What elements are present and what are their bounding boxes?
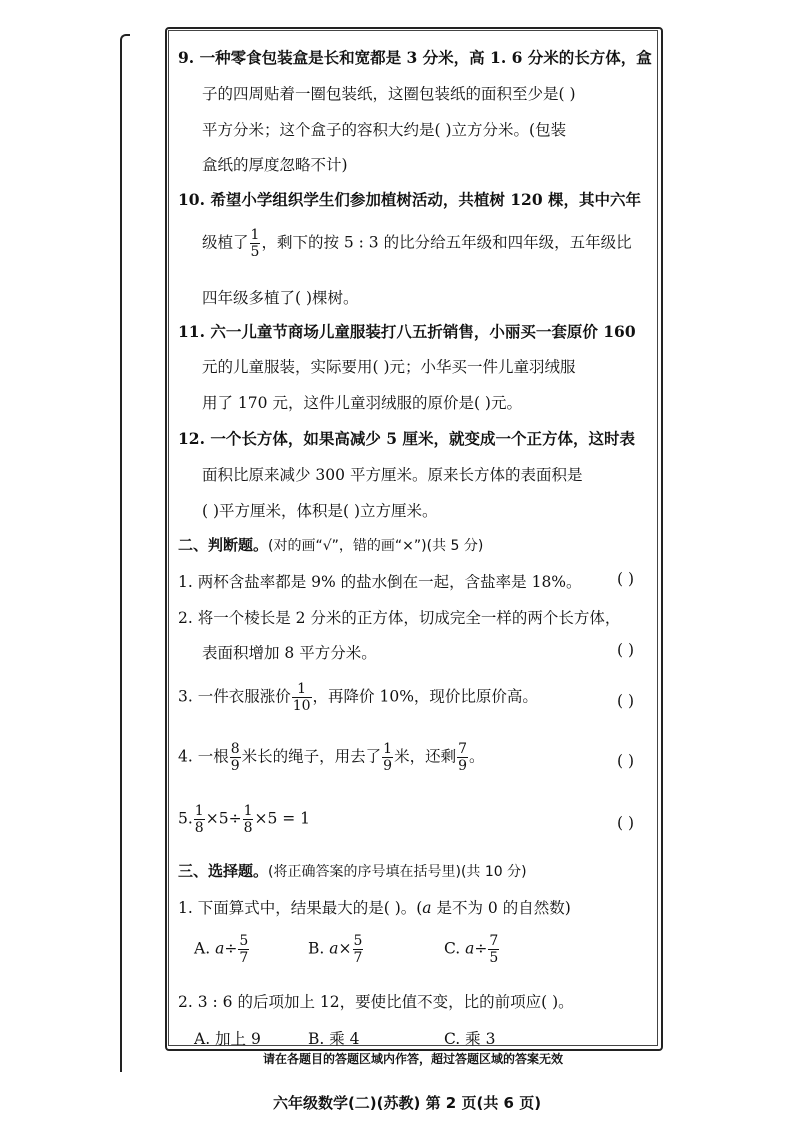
option-a-num: 5 <box>239 933 249 949</box>
q11-line3: 用了 170 元，这件儿童羽绒服的原价是( )元。 <box>202 394 522 412</box>
judge-3-text-a: 3. 一件衣服涨价 <box>178 687 291 706</box>
judge-4-num-3: 7 <box>458 741 468 757</box>
judge-4-num-2: 1 <box>383 741 393 757</box>
choice-1-var: a <box>422 899 432 917</box>
judge-4-den-3: 9 <box>458 758 468 774</box>
section2-note: (对的画“√”，错的画“×”)(共 5 分) <box>268 538 484 554</box>
judge-4 <box>178 742 485 773</box>
judge-4-text-d: 。 <box>469 747 485 766</box>
judge-4-den-2: 9 <box>383 758 393 774</box>
q10-frac-den: 5 <box>250 244 260 260</box>
judge-3-text-b: ，再降价 10%，现价比原价高。 <box>312 687 538 706</box>
q10-text-a: 级植了 <box>202 233 249 252</box>
option-c-label: C. <box>444 939 461 958</box>
judge-4-text-a: 4. 一根 <box>178 747 229 766</box>
judge-3-paren[interactable]: ( ) <box>616 692 634 710</box>
judge-2-line2: 表面积增加 8 平方分米。 <box>202 644 377 662</box>
choice-2: 2. 3 : 6 的后项加上 12，要使比值不变，比的前项应( )。 <box>178 993 574 1011</box>
judge-5 <box>178 804 310 835</box>
choice-2-option-a[interactable]: A. 加上 9 <box>194 1030 261 1048</box>
choice-2-option-c[interactable]: C. 乘 3 <box>444 1030 496 1048</box>
option-a-op: ÷ <box>224 939 238 958</box>
q11-line2: 元的儿童服装，实际要用( )元；小华买一件儿童羽绒服 <box>202 358 576 376</box>
option-c-num: 7 <box>489 933 499 949</box>
q9-line3: 平方分米；这个盒子的容积大约是( )立方分米。(包装 <box>202 121 567 139</box>
judge-5-text-c: ×5 = 1 <box>254 809 311 828</box>
choice-1-text: 1. 下面算式中，结果最大的是( )。( <box>178 899 423 917</box>
q9-line2: 子的四周贴着一圈包装纸，这圈包装纸的面积至少是( ) <box>202 85 576 103</box>
judge-3 <box>178 682 538 713</box>
q9-line1: 9. 一种零食包装盒是长和宽都是 3 分米，高 1. 6 分米的长方体，盒 <box>178 48 652 67</box>
choice-1-tail: 是不为 0 的自然数) <box>431 899 571 917</box>
answer-area-tip: 请在各题目的答题区域内作答，超过答题区域的答案无效 <box>262 1052 563 1066</box>
judge-3-fraction <box>292 682 312 713</box>
section2-heading <box>178 534 483 555</box>
option-a-var: a <box>215 939 225 958</box>
section3-title: 三、选择题。 <box>178 862 269 880</box>
judge-5-fraction-2 <box>243 804 254 835</box>
choice-1-option-b[interactable] <box>308 934 364 965</box>
q12-line1: 12. 一个长方体，如果高减少 5 厘米，就变成一个正方体，这时表 <box>178 429 635 448</box>
q10-fraction <box>250 228 261 259</box>
judge-5-text-a: 5. <box>178 809 193 828</box>
choice-1 <box>178 896 571 918</box>
q10-line1: 10. 希望小学组织学生们参加植树活动，共植树 120 棵，其中六年 <box>178 190 642 209</box>
q10-line3: 四年级多植了( )棵树。 <box>202 289 359 307</box>
option-c-op: ÷ <box>474 939 488 958</box>
judge-4-fraction-3 <box>457 742 468 773</box>
q12-line2: 面积比原来减少 300 平方厘米。原来长方体的表面积是 <box>202 466 583 484</box>
judge-5-den-1: 8 <box>194 820 204 836</box>
option-c-var: a <box>465 939 475 958</box>
judge-5-fraction-1 <box>194 804 205 835</box>
option-b-var: a <box>329 939 339 958</box>
option-b-op: × <box>338 939 352 958</box>
option-a-den: 7 <box>239 950 249 966</box>
judge-5-num-2: 1 <box>243 803 253 819</box>
judge-5-paren[interactable]: ( ) <box>616 814 634 832</box>
judge-2-paren[interactable]: ( ) <box>616 641 634 659</box>
judge-2-line1: 2. 将一个棱长是 2 分米的正方体，切成完全一样的两个长方体， <box>178 609 621 627</box>
option-c-den: 5 <box>489 950 499 966</box>
option-b-num: 5 <box>353 933 363 949</box>
option-a-label: A. <box>194 939 211 958</box>
judge-4-fraction-2 <box>382 742 393 773</box>
judge-1: 1. 两杯含盐率都是 9% 的盐水倒在一起，含盐率是 18%。 <box>178 573 582 591</box>
q10-line2 <box>202 228 632 259</box>
q11-line1: 11. 六一儿童节商场儿童服装打八五折销售，小丽买一套原价 160 <box>178 322 636 341</box>
judge-4-den-1: 9 <box>230 758 240 774</box>
page-info: 六年级数学(二)(苏教) 第 2 页(共 6 页) <box>272 1094 542 1112</box>
section3-heading <box>178 860 527 881</box>
judge-4-num-1: 8 <box>230 741 240 757</box>
option-b-label: B. <box>308 939 325 958</box>
judge-5-text-b: ×5÷ <box>205 809 242 828</box>
judge-3-num: 1 <box>292 682 312 698</box>
section3-note: (将正确答案的序号填在括号里)(共 10 分) <box>268 864 527 880</box>
choice-1-option-a[interactable] <box>194 934 250 965</box>
q10-frac-num: 1 <box>250 227 260 243</box>
judge-4-paren[interactable]: ( ) <box>616 752 634 770</box>
judge-5-den-2: 8 <box>243 820 253 836</box>
binding-line <box>120 34 130 1072</box>
choice-1-option-c[interactable] <box>444 934 500 965</box>
choice-2-option-b[interactable]: B. 乘 4 <box>308 1030 360 1048</box>
q12-line3: ( )平方厘米，体积是( )立方厘米。 <box>202 502 438 520</box>
judge-4-text-c: 米，还剩 <box>394 747 457 766</box>
judge-4-text-b: 米长的绳子，用去了 <box>241 747 382 766</box>
q10-text-b: ，剩下的按 5 : 3 的比分给五年级和四年级，五年级比 <box>261 233 632 252</box>
q9-line4: 盒纸的厚度忽略不计) <box>202 156 348 174</box>
judge-1-paren[interactable]: ( ) <box>616 570 634 588</box>
option-c-fraction <box>488 934 499 965</box>
judge-5-num-1: 1 <box>194 803 204 819</box>
judge-3-den: 10 <box>292 698 311 714</box>
option-a-fraction <box>238 934 249 965</box>
section2-title: 二、判断题。 <box>178 536 269 554</box>
judge-4-fraction-1 <box>230 742 241 773</box>
option-b-fraction <box>353 934 364 965</box>
option-b-den: 7 <box>353 950 363 966</box>
